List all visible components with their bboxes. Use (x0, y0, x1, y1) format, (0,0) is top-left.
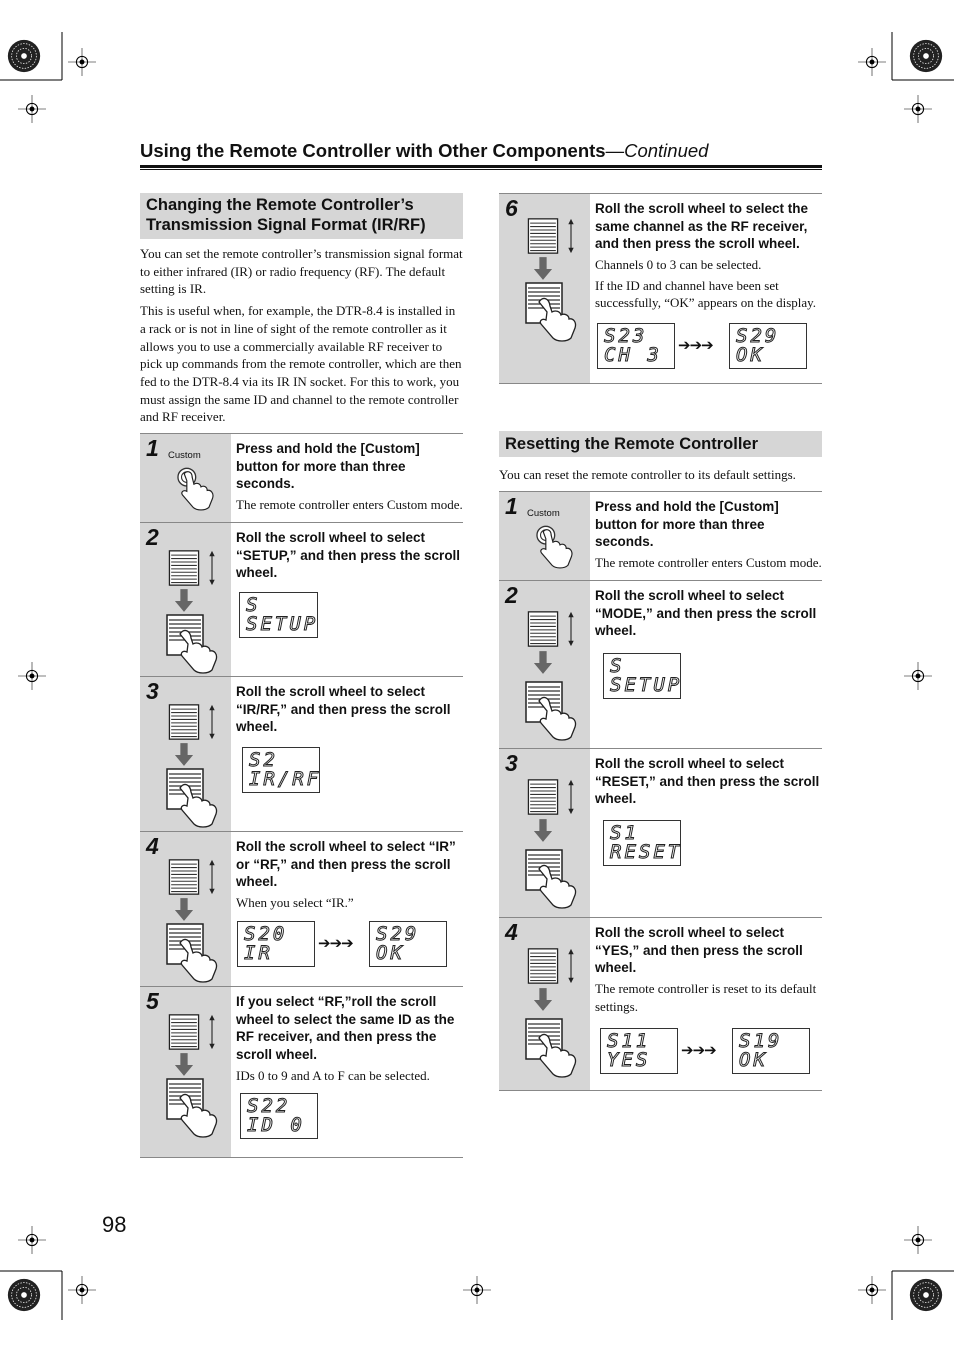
up-down-arrow-icon (567, 948, 575, 984)
right-step-3: 3 Roll the scroll wheel to select “RESET,” and then press the scroll wheel. S1 RESET (499, 749, 822, 918)
lcd-display: S22 ID 0 (240, 1093, 318, 1139)
scroll-wheel-press-icon (166, 614, 226, 674)
title-rule (140, 165, 822, 168)
sequence-arrows-icon: ➔➔➔ (678, 336, 713, 354)
reset-intro: You can reset the remote controller to its default settings. (499, 467, 796, 482)
title-rule-thin (140, 169, 822, 170)
lcd-display: S1 RESET (603, 820, 681, 866)
left-step-4: 4 Roll the scroll wheel to select “IR” or “RF,” and then press the scroll wheel. When you select “IR.” S20 IR ➔➔➔ S29 OK (140, 832, 463, 987)
custom-button-press-icon (170, 458, 232, 514)
left-step-2: 2 Roll the scroll wheel to select “SETUP,” and then press the scroll wheel. S SETUP (140, 523, 463, 677)
down-arrow-icon (533, 819, 553, 843)
up-down-arrow-icon (208, 550, 216, 586)
left-step-5: 5 If you select “RF,”roll the scroll wheel to select the same ID as the RF receiver, and then press the scroll wheel. IDs 0 to 9 and A to F can be selected. S22 ID 0 (140, 987, 463, 1158)
scroll-wheel-icon (525, 779, 561, 815)
right-step-2: 2 Roll the scroll wheel to select “MODE,” and then press the scroll wheel. S SETUP (499, 581, 822, 749)
scroll-wheel-press-icon (525, 282, 585, 342)
scroll-wheel-icon (166, 859, 202, 895)
lcd-display-after: S29 OK (729, 323, 807, 369)
down-arrow-icon (533, 651, 553, 675)
page-title: Using the Remote Controller with Other Components—Continued (140, 140, 709, 161)
scroll-wheel-press-icon (166, 768, 226, 828)
down-arrow-icon (174, 1053, 194, 1077)
scroll-wheel-icon (166, 550, 202, 586)
lcd-display-before: S11 YES (600, 1028, 678, 1074)
right-step-4: 4 Roll the scroll wheel to select “YES,” and then press the scroll wheel. The remote controller is reset to its default settings. S11 YES ➔➔➔ S19 OK (499, 918, 822, 1091)
intro-paragraph: You can set the remote controller’s transmission signal format to either infrared (IR) or radio frequency (RF). The default setting is IR. (140, 246, 463, 297)
up-down-arrow-icon (208, 704, 216, 740)
lcd-display-before: S23 CH 3 (597, 323, 675, 369)
section-heading-signal-format: Changing the Remote Controller’s Transmission Signal Format (IR/RF) (140, 193, 463, 239)
down-arrow-icon (533, 988, 553, 1012)
lcd-display: S SETUP (239, 592, 318, 638)
custom-button-press-icon (529, 516, 591, 572)
title-continued: —Continued (605, 140, 709, 161)
scroll-wheel-press-icon (525, 1018, 585, 1078)
up-down-arrow-icon (567, 779, 575, 815)
page-number: 98 (102, 1212, 127, 1237)
scroll-wheel-press-icon (525, 849, 585, 909)
left-step-1: 1 Custom Press and hold the [Custom] button for more than three seconds. The remote controller enters Custom mode. (140, 434, 463, 523)
scroll-wheel-press-icon (525, 681, 585, 741)
scroll-wheel-icon (525, 948, 561, 984)
scroll-wheel-icon (525, 218, 561, 254)
scroll-wheel-icon (166, 1014, 202, 1050)
lcd-display: S SETUP (603, 653, 681, 699)
up-down-arrow-icon (208, 859, 216, 895)
custom-button-label: Custom (168, 450, 201, 461)
right-step-1: 1 Custom Press and hold the [Custom] button for more than three seconds. The remote controller enters Custom mode. (499, 492, 822, 581)
scroll-wheel-press-icon (166, 1078, 226, 1138)
scroll-wheel-press-icon (166, 923, 226, 983)
explanation-paragraph: This is useful when, for example, the DTR-8.4 is installed in a rack or is not in line of sight of the remote controller as it allows you to use a commercially available RF receiver to pick up commands from the remote controller, which are then fed to the DTR-8.4 via its IR IN socket. For this to work, you must assign the same ID and channel to the remote controller and RF receiver. (140, 303, 462, 425)
lcd-display: S2 IR/RF (242, 747, 320, 793)
lcd-display-after: S29 OK (369, 921, 447, 967)
sequence-arrows-icon: ➔➔➔ (681, 1041, 716, 1059)
scroll-wheel-icon (166, 704, 202, 740)
right-steps (499, 491, 822, 1091)
up-down-arrow-icon (567, 611, 575, 647)
down-arrow-icon (533, 257, 553, 281)
lcd-display-after: S19 OK (732, 1028, 810, 1074)
down-arrow-icon (174, 743, 194, 767)
left-step-3: 3 Roll the scroll wheel to select “IR/RF,” and then press the scroll wheel. S2 IR/RF (140, 677, 463, 832)
custom-button-label: Custom (527, 508, 560, 519)
lcd-display-before: S20 IR (237, 921, 315, 967)
scroll-wheel-icon (525, 611, 561, 647)
section-heading-reset: Resetting the Remote Controller (499, 431, 822, 457)
right-step-6: 6 Roll the scroll wheel to select the same channel as the RF receiver, and then press the scroll wheel. Channels 0 to 3 can be selected. If the ID and channel have been set successfully, “OK” appears on the display. S23 CH 3 ➔➔➔ S29 OK (499, 194, 822, 384)
up-down-arrow-icon (208, 1014, 216, 1050)
up-down-arrow-icon (567, 218, 575, 254)
down-arrow-icon (174, 898, 194, 922)
sequence-arrows-icon: ➔➔➔ (318, 934, 353, 952)
down-arrow-icon (174, 589, 194, 613)
left-steps (140, 433, 463, 1158)
right-step-6-block (499, 193, 822, 384)
